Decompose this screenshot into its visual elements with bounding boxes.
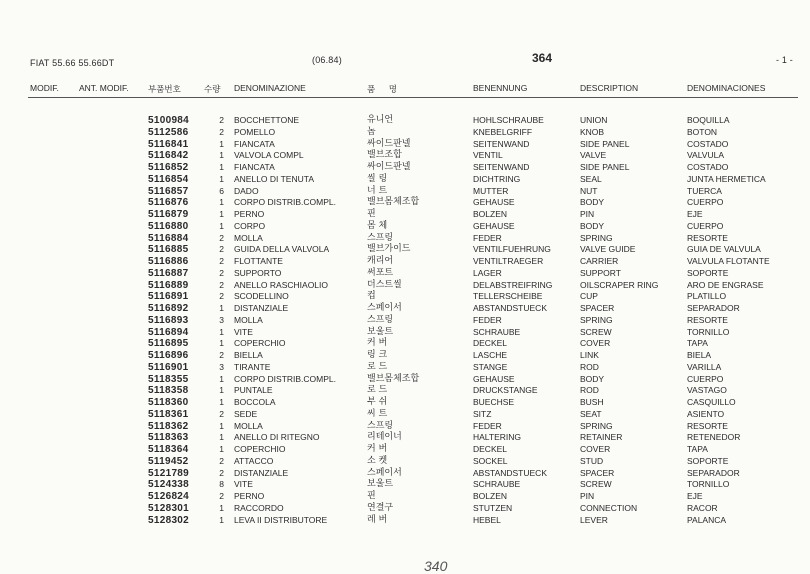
name-english: SUPPORT bbox=[580, 267, 621, 278]
name-italian: FIANCATA bbox=[234, 138, 275, 149]
name-german: STUTZEN bbox=[473, 502, 513, 513]
name-german: FEDER bbox=[473, 232, 502, 243]
catalog-date: (06.84) bbox=[312, 55, 342, 65]
model-title: FIAT 55.66 55.66DT bbox=[30, 58, 115, 68]
name-korean: 스프링 bbox=[367, 232, 394, 243]
name-italian: LEVA II DISTRIBUTORE bbox=[234, 514, 328, 525]
name-spanish: TORNILLO bbox=[687, 326, 730, 337]
name-italian: SEDE bbox=[234, 408, 258, 419]
table-row bbox=[0, 197, 810, 209]
name-italian: MOLLA bbox=[234, 420, 263, 431]
name-english: SPACER bbox=[580, 303, 615, 313]
name-spanish: ARO DE ENGRASE bbox=[687, 279, 764, 290]
name-english: ROD bbox=[580, 385, 599, 396]
name-spanish: SOPORTE bbox=[687, 267, 729, 278]
name-english: PIN bbox=[580, 209, 595, 219]
name-korean: 보울트 bbox=[367, 479, 394, 490]
part-code: 5118360 bbox=[148, 397, 189, 408]
table-row bbox=[0, 174, 810, 186]
name-english: RETAINER bbox=[580, 432, 623, 443]
quantity: 1 bbox=[219, 373, 224, 384]
part-code: 5118363 bbox=[148, 432, 189, 444]
name-korean: 밸브몸체조합 bbox=[367, 373, 420, 384]
quantity: 1 bbox=[219, 420, 224, 431]
quantity: 2 bbox=[219, 232, 224, 243]
name-italian: FLOTTANTE bbox=[234, 256, 283, 266]
name-german: VENTILFUEHRUNG bbox=[473, 244, 551, 255]
name-korean: 캐리어 bbox=[367, 256, 394, 266]
name-italian: VITE bbox=[234, 479, 253, 490]
quantity: 1 bbox=[219, 303, 224, 313]
name-spanish: RESORTE bbox=[687, 314, 728, 325]
name-korean: 밸브몸체조합 bbox=[367, 197, 420, 208]
name-german: MUTTER bbox=[473, 185, 509, 196]
name-spanish: VASTAGO bbox=[687, 385, 727, 396]
table-row bbox=[0, 303, 810, 315]
name-korean: 컵 bbox=[367, 291, 376, 302]
name-italian: ATTACCO bbox=[234, 455, 274, 466]
name-korean: 로 드 bbox=[367, 361, 388, 372]
name-english: BODY bbox=[580, 197, 605, 208]
name-english: VALVE GUIDE bbox=[580, 244, 636, 255]
name-korean: 스페이서 bbox=[367, 467, 402, 478]
table-row bbox=[0, 268, 810, 280]
name-german: BUECHSE bbox=[473, 397, 515, 407]
name-german: SCHRAUBE bbox=[473, 479, 521, 490]
name-korean: 부 쉬 bbox=[367, 397, 388, 407]
part-code: 5118364 bbox=[148, 444, 189, 455]
name-italian: FIANCATA bbox=[234, 162, 275, 172]
part-code: 5116901 bbox=[148, 361, 189, 373]
part-code: 5116889 bbox=[148, 279, 189, 291]
quantity: 3 bbox=[219, 361, 224, 372]
name-korean: 보울트 bbox=[367, 326, 394, 337]
quantity: 1 bbox=[219, 444, 224, 454]
name-italian: ANELLO DI RITEGNO bbox=[234, 432, 320, 443]
name-english: SPACER bbox=[580, 467, 615, 478]
part-code: 5112586 bbox=[148, 126, 189, 138]
name-spanish: EJE bbox=[687, 209, 703, 219]
table-row bbox=[0, 479, 810, 491]
name-italian: VITE bbox=[234, 326, 253, 337]
name-korean: 스페이서 bbox=[367, 303, 402, 313]
name-italian: MOLLA bbox=[234, 314, 263, 325]
table-row bbox=[0, 409, 810, 421]
name-italian: GUIDA DELLA VALVOLA bbox=[234, 244, 330, 255]
quantity: 1 bbox=[219, 197, 224, 208]
name-english: STUD bbox=[580, 455, 604, 466]
col-denominaciones: DENOMINACIONES bbox=[687, 83, 766, 93]
part-code: 5116879 bbox=[148, 209, 189, 220]
name-german: ABSTANDSTUECK bbox=[473, 467, 547, 478]
name-spanish: VARILLA bbox=[687, 361, 722, 372]
quantity: 6 bbox=[219, 185, 224, 196]
name-korean: 씨 트 bbox=[367, 408, 388, 419]
name-german: GEHAUSE bbox=[473, 220, 515, 231]
name-german: GEHAUSE bbox=[473, 197, 515, 208]
name-spanish: RACOR bbox=[687, 502, 718, 513]
name-korean: 핀 bbox=[367, 491, 376, 501]
table-row bbox=[0, 362, 810, 374]
table-row bbox=[0, 421, 810, 433]
quantity: 2 bbox=[219, 115, 224, 125]
part-code: 5116880 bbox=[148, 220, 189, 232]
name-german: STANGE bbox=[473, 361, 508, 372]
part-code: 5116894 bbox=[148, 326, 189, 338]
name-english: NUT bbox=[580, 185, 598, 196]
name-korean: 스프링 bbox=[367, 420, 394, 431]
quantity: 2 bbox=[219, 267, 224, 278]
name-korean: 밸브가이드 bbox=[367, 244, 411, 255]
name-english: LINK bbox=[580, 350, 599, 360]
part-code: 5116884 bbox=[148, 232, 189, 244]
name-german: DRUCKSTANGE bbox=[473, 385, 538, 396]
part-code: 5118361 bbox=[148, 408, 189, 420]
name-italian: CORPO DISTRIB.COMPL. bbox=[234, 197, 337, 208]
part-code: 5116893 bbox=[148, 314, 189, 326]
table-row bbox=[0, 186, 810, 198]
name-korean: 너 트 bbox=[367, 185, 388, 196]
name-english: COVER bbox=[580, 338, 611, 349]
name-english: LEVER bbox=[580, 514, 608, 525]
name-spanish: COSTADO bbox=[687, 162, 729, 172]
name-italian: DADO bbox=[234, 185, 259, 196]
table-row bbox=[0, 468, 810, 480]
name-english: SIDE PANEL bbox=[580, 162, 630, 172]
name-german: HEBEL bbox=[473, 514, 501, 525]
table-row bbox=[0, 139, 810, 151]
name-korean: 커 버 bbox=[367, 338, 388, 349]
name-italian: ANELLO DI TENUTA bbox=[234, 173, 314, 184]
name-english: SEAT bbox=[580, 408, 602, 419]
name-spanish: SEPARADOR bbox=[687, 303, 740, 313]
name-german: DICHTRING bbox=[473, 173, 521, 184]
name-english: BUSH bbox=[580, 397, 604, 407]
name-german: HALTERING bbox=[473, 432, 522, 443]
table-row bbox=[0, 150, 810, 162]
name-german: KNEBELGRIFF bbox=[473, 126, 533, 137]
quantity: 1 bbox=[219, 326, 224, 337]
name-german: BOLZEN bbox=[473, 491, 508, 501]
name-german: TELLERSCHEIBE bbox=[473, 291, 543, 302]
part-code: 5116885 bbox=[148, 244, 189, 256]
name-italian: TIRANTE bbox=[234, 361, 271, 372]
part-code: 5116841 bbox=[148, 138, 189, 150]
name-spanish: TUERCA bbox=[687, 185, 722, 196]
name-korean: 써포트 bbox=[367, 267, 394, 278]
name-italian: SCODELLINO bbox=[234, 291, 289, 302]
name-german: VENTIL bbox=[473, 150, 503, 161]
name-spanish: BOQUILLA bbox=[687, 115, 730, 125]
name-italian: DISTANZIALE bbox=[234, 303, 289, 313]
table-row bbox=[0, 456, 810, 468]
name-korean: 싸이드판넬 bbox=[367, 162, 411, 172]
name-spanish: ASIENTO bbox=[687, 408, 725, 419]
part-code: 5118358 bbox=[148, 385, 189, 397]
name-korean: 연결구 bbox=[367, 502, 394, 513]
part-code: 5118355 bbox=[148, 373, 189, 385]
name-spanish: JUNTA HERMETICA bbox=[687, 173, 766, 184]
name-english: KNOB bbox=[580, 126, 605, 137]
name-german: FEDER bbox=[473, 314, 502, 325]
name-spanish: SOPORTE bbox=[687, 455, 729, 466]
quantity: 2 bbox=[219, 467, 224, 478]
name-korean: 로 드 bbox=[367, 385, 388, 396]
quantity: 1 bbox=[219, 514, 224, 525]
name-korean: 더스트씰 bbox=[367, 279, 402, 290]
part-code: 5116857 bbox=[148, 185, 189, 197]
name-spanish: EJE bbox=[687, 491, 703, 501]
col-qty-ko: 수량 bbox=[204, 85, 221, 95]
table-row bbox=[0, 491, 810, 503]
quantity: 2 bbox=[219, 126, 224, 137]
quantity: 1 bbox=[219, 432, 224, 443]
table-row bbox=[0, 244, 810, 256]
name-spanish: CASQUILLO bbox=[687, 397, 736, 407]
name-german: LAGER bbox=[473, 267, 502, 278]
table-row bbox=[0, 209, 810, 221]
part-code: 5116887 bbox=[148, 267, 189, 279]
name-german: ABSTANDSTUECK bbox=[473, 303, 547, 313]
name-italian: SUPPORTO bbox=[234, 267, 282, 278]
name-italian: BIELLA bbox=[234, 350, 263, 360]
part-code: 5116886 bbox=[148, 256, 189, 267]
page-number: 364 bbox=[532, 51, 553, 65]
name-italian: CORPO DISTRIB.COMPL. bbox=[234, 373, 337, 384]
name-english: BODY bbox=[580, 373, 605, 384]
table-row bbox=[0, 221, 810, 233]
name-spanish: COSTADO bbox=[687, 138, 729, 149]
name-spanish: SEPARADOR bbox=[687, 467, 740, 478]
name-korean: 밸브조합 bbox=[367, 150, 402, 161]
table-row bbox=[0, 256, 810, 268]
part-code: 5128301 bbox=[148, 502, 190, 514]
name-italian: COPERCHIO bbox=[234, 338, 286, 349]
part-code: 5116895 bbox=[148, 338, 189, 350]
table-row bbox=[0, 503, 810, 515]
name-german: SCHRAUBE bbox=[473, 326, 521, 337]
sheet-number: - 1 - bbox=[776, 55, 794, 65]
part-code: 5116891 bbox=[148, 291, 189, 303]
table-row bbox=[0, 397, 810, 409]
table-row bbox=[0, 115, 810, 127]
col-description: DESCRIPTION bbox=[580, 83, 639, 93]
name-english: SCREW bbox=[580, 326, 612, 337]
part-code: 5116842 bbox=[148, 150, 189, 162]
quantity: 2 bbox=[219, 244, 224, 255]
name-korean: 레 버 bbox=[367, 514, 388, 525]
table-row bbox=[0, 338, 810, 350]
name-spanish: RESORTE bbox=[687, 232, 728, 243]
name-italian: MOLLA bbox=[234, 232, 263, 243]
part-code: 5126824 bbox=[148, 491, 190, 502]
part-code: 5116896 bbox=[148, 350, 189, 361]
quantity: 2 bbox=[219, 491, 224, 501]
name-korean: 커 버 bbox=[367, 444, 388, 454]
name-english: SIDE PANEL bbox=[580, 138, 630, 149]
table-row bbox=[0, 350, 810, 362]
part-code: 5128302 bbox=[148, 514, 190, 526]
table-row bbox=[0, 291, 810, 303]
name-korean: 놉 bbox=[367, 126, 376, 137]
col-name-ko: 품 명 bbox=[367, 85, 397, 95]
part-code: 5116876 bbox=[148, 197, 189, 209]
name-italian: PUNTALE bbox=[234, 385, 273, 396]
table-row bbox=[0, 432, 810, 444]
quantity: 2 bbox=[219, 455, 224, 466]
name-german: SITZ bbox=[473, 408, 492, 419]
name-spanish: VALVULA FLOTANTE bbox=[687, 256, 770, 266]
name-german: FEDER bbox=[473, 420, 502, 431]
name-korean: 소 켓 bbox=[367, 455, 388, 466]
name-english: SCREW bbox=[580, 479, 612, 490]
part-code: 5116852 bbox=[148, 162, 189, 173]
quantity: 2 bbox=[219, 350, 224, 360]
table-row bbox=[0, 315, 810, 327]
name-german: HOHLSCHRAUBE bbox=[473, 115, 544, 125]
col-denominazione: DENOMINAZIONE bbox=[234, 83, 306, 93]
name-german: DECKEL bbox=[473, 444, 508, 454]
name-english: SPRING bbox=[580, 232, 613, 243]
name-italian: PERNO bbox=[234, 209, 265, 219]
name-german: LASCHE bbox=[473, 350, 508, 360]
name-english: SPRING bbox=[580, 314, 613, 325]
part-code: 5121789 bbox=[148, 467, 190, 479]
quantity: 1 bbox=[219, 162, 224, 172]
name-spanish: BOTON bbox=[687, 126, 718, 137]
quantity: 1 bbox=[219, 209, 224, 219]
name-german: BOLZEN bbox=[473, 209, 508, 219]
name-german: SOCKEL bbox=[473, 455, 508, 466]
name-english: COVER bbox=[580, 444, 611, 454]
name-korean: 링 크 bbox=[367, 350, 388, 360]
name-korean: 유니언 bbox=[367, 115, 394, 125]
name-english: SPRING bbox=[580, 420, 613, 431]
name-english: SEAL bbox=[580, 173, 602, 184]
part-code: 5119452 bbox=[148, 455, 189, 467]
quantity: 1 bbox=[219, 397, 224, 407]
name-spanish: BIELA bbox=[687, 350, 712, 360]
name-italian: RACCORDO bbox=[234, 502, 284, 513]
table-row bbox=[0, 233, 810, 245]
quantity: 1 bbox=[219, 338, 224, 349]
part-code: 5116892 bbox=[148, 303, 189, 314]
part-code: 5100984 bbox=[148, 115, 190, 126]
part-code: 5118362 bbox=[148, 420, 189, 432]
quantity: 1 bbox=[219, 173, 224, 184]
name-korean: 싸이드판넬 bbox=[367, 138, 411, 149]
name-english: OILSCRAPER RING bbox=[580, 279, 659, 290]
name-korean: 핀 bbox=[367, 209, 376, 219]
name-english: BODY bbox=[580, 220, 605, 231]
name-german: SEITENWAND bbox=[473, 138, 530, 149]
quantity: 2 bbox=[219, 256, 224, 266]
name-spanish: TAPA bbox=[687, 444, 708, 454]
handwritten-note: 340 bbox=[424, 558, 448, 574]
name-spanish: RETENEDOR bbox=[687, 432, 741, 443]
name-italian: ANELLO RASCHIAOLIO bbox=[234, 279, 329, 290]
name-english: UNION bbox=[580, 115, 608, 125]
table-row bbox=[0, 327, 810, 339]
quantity: 1 bbox=[219, 138, 224, 149]
name-german: DELABSTREIFRING bbox=[473, 279, 553, 290]
name-italian: COPERCHIO bbox=[234, 444, 286, 454]
part-code: 5124338 bbox=[148, 479, 190, 491]
name-english: CONNECTION bbox=[580, 502, 638, 513]
name-english: PIN bbox=[580, 491, 595, 501]
table-row bbox=[0, 280, 810, 292]
name-spanish: TAPA bbox=[687, 338, 708, 349]
name-korean: 스프링 bbox=[367, 314, 394, 325]
name-english: ROD bbox=[580, 361, 599, 372]
parts-table bbox=[0, 115, 810, 526]
name-german: GEHAUSE bbox=[473, 373, 515, 384]
header-rule bbox=[28, 97, 798, 98]
name-german: VENTILTRAEGER bbox=[473, 256, 544, 266]
quantity: 1 bbox=[219, 150, 224, 161]
table-row bbox=[0, 162, 810, 174]
name-spanish: RESORTE bbox=[687, 420, 728, 431]
quantity: 1 bbox=[219, 220, 224, 231]
name-italian: DISTANZIALE bbox=[234, 467, 289, 478]
table-row bbox=[0, 444, 810, 456]
name-korean: 씰 링 bbox=[367, 173, 388, 184]
name-german: SEITENWAND bbox=[473, 162, 530, 172]
name-italian: VALVOLA COMPL bbox=[234, 150, 304, 161]
name-korean: 리테이너 bbox=[367, 432, 402, 443]
table-row bbox=[0, 127, 810, 139]
name-italian: CORPO bbox=[234, 220, 266, 231]
name-english: CARRIER bbox=[580, 256, 619, 266]
col-part-no-ko: 부품번호 bbox=[148, 85, 181, 95]
table-row bbox=[0, 515, 810, 527]
quantity: 2 bbox=[219, 279, 224, 290]
part-code: 5116854 bbox=[148, 173, 189, 185]
quantity: 2 bbox=[219, 291, 224, 302]
name-german: DECKEL bbox=[473, 338, 508, 349]
name-korean: 몸 체 bbox=[367, 220, 388, 231]
name-spanish: CUERPO bbox=[687, 197, 724, 208]
quantity: 1 bbox=[219, 502, 224, 513]
name-italian: POMELLO bbox=[234, 126, 276, 137]
name-spanish: PALANCA bbox=[687, 514, 727, 525]
name-italian: PERNO bbox=[234, 491, 265, 501]
col-modif: MODIF. bbox=[30, 83, 59, 93]
col-benennung: BENENNUNG bbox=[473, 83, 528, 93]
col-ant-modif: ANT. MODIF. bbox=[79, 83, 129, 93]
quantity: 1 bbox=[219, 385, 224, 396]
name-italian: BOCCHETTONE bbox=[234, 115, 300, 125]
quantity: 3 bbox=[219, 314, 224, 325]
name-spanish: CUERPO bbox=[687, 220, 724, 231]
name-italian: BOCCOLA bbox=[234, 397, 276, 407]
name-spanish: GUIA DE VALVULA bbox=[687, 244, 761, 255]
name-spanish: TORNILLO bbox=[687, 479, 730, 490]
name-spanish: VALVULA bbox=[687, 150, 725, 161]
name-spanish: CUERPO bbox=[687, 373, 724, 384]
table-row bbox=[0, 385, 810, 397]
quantity: 2 bbox=[219, 408, 224, 419]
name-spanish: PLATILLO bbox=[687, 291, 727, 302]
name-english: VALVE bbox=[580, 150, 607, 161]
table-row bbox=[0, 374, 810, 386]
quantity: 8 bbox=[219, 479, 224, 490]
name-english: CUP bbox=[580, 291, 598, 302]
